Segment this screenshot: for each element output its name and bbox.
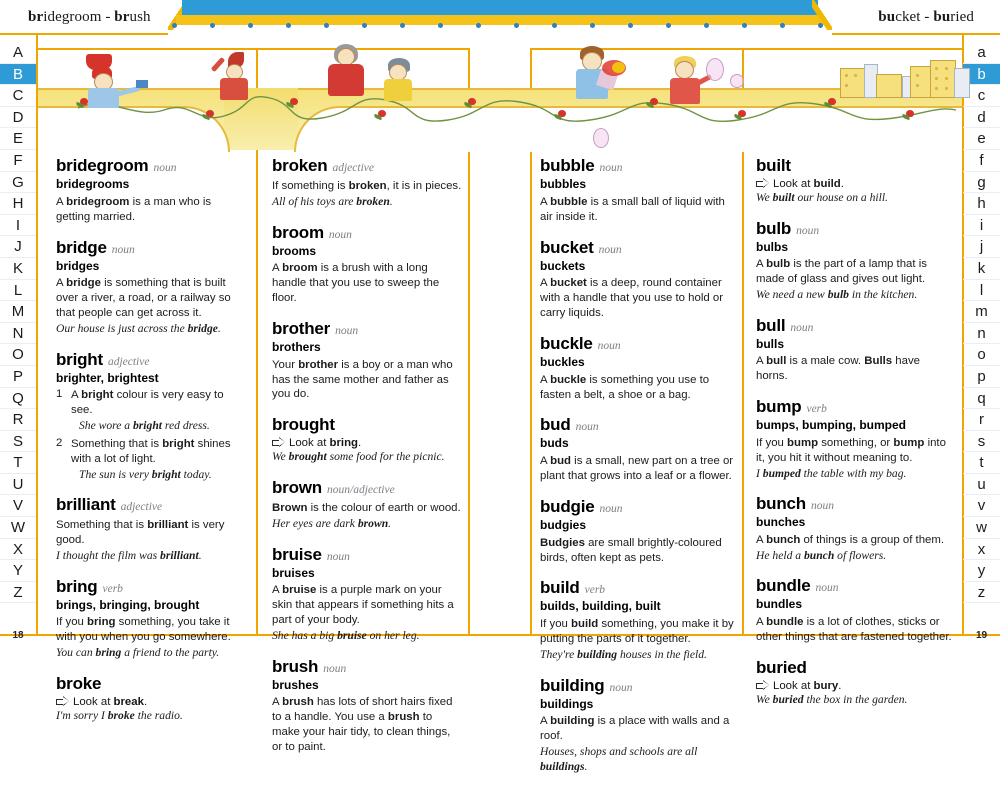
alphabet-tab-y-right[interactable]: y xyxy=(963,560,1000,582)
part-of-speech: noun xyxy=(335,324,359,337)
example-sentence: We brought some food for the picnic. xyxy=(272,450,445,464)
inflected-forms: buckles xyxy=(540,354,585,369)
entry-headword: buried xyxy=(756,657,807,677)
definition-text: Something that is brilliant is very good. xyxy=(56,519,225,547)
entry-headword: bring xyxy=(56,576,98,596)
entry-headword-line xyxy=(56,674,248,694)
rose-flower xyxy=(906,110,915,119)
dictionary-entry xyxy=(756,219,952,303)
alphabet-tab-c-left[interactable]: C xyxy=(0,85,36,107)
entry-headword-line xyxy=(56,495,248,515)
inflected-forms: buckets xyxy=(540,258,586,273)
part-of-speech: noun/adjective xyxy=(327,484,395,496)
definition-text: A buckle is something you use to fasten a belt, a shoe or a bag. xyxy=(540,373,710,401)
cross-reference-text: Look at break. xyxy=(73,695,148,708)
dictionary-entry xyxy=(540,676,734,775)
dictionary-entry xyxy=(56,156,248,225)
alphabet-tab-a-left[interactable]: A xyxy=(0,42,36,64)
example-sentence: Houses, shops and schools are all buildings. xyxy=(540,745,698,773)
inflected-forms: buildings xyxy=(540,696,594,711)
definition-text: If something is broken, it is in pieces. xyxy=(272,180,462,192)
example-sentence: I'm sorry I broke the radio. xyxy=(56,708,183,722)
entry-headword-line xyxy=(272,223,462,243)
definition-text: Budgies are small brightly-coloured birds, often kept as pets. xyxy=(540,536,722,564)
entry-headword: brought xyxy=(272,415,335,435)
banner-dot-row xyxy=(172,23,830,33)
entry-headword: bull xyxy=(756,315,786,335)
dictionary-column-1 xyxy=(56,156,248,736)
dictionary-entry xyxy=(272,223,462,306)
figure-child-painting xyxy=(74,56,144,102)
dictionary-entry xyxy=(272,545,462,644)
part-of-speech: verb xyxy=(584,584,606,597)
entry-headword-line xyxy=(756,397,952,417)
definition-text: A bulb is the part of a lamp that is made of glass and gives out light. xyxy=(756,258,927,286)
example-sentence: I bumped the table with my bag. xyxy=(756,466,907,480)
alphabet-tab-p-right[interactable]: p xyxy=(963,366,1000,388)
inflected-forms: budgies xyxy=(540,517,587,532)
entry-headword-line xyxy=(756,156,952,176)
dictionary-entry xyxy=(756,658,952,708)
definition-text: A bright colour is very easy to see. xyxy=(71,389,224,417)
example-sentence: We buried the box in the garden. xyxy=(756,692,908,706)
banner-dot xyxy=(514,23,519,28)
entry-headword-line xyxy=(56,238,248,258)
example-sentence: The sun is very bright today. xyxy=(79,467,212,481)
arrow-right-icon xyxy=(756,179,769,187)
alphabet-tab-z-right[interactable]: z xyxy=(963,582,1000,604)
inflected-forms: buds xyxy=(540,436,569,451)
dictionary-column-3 xyxy=(540,156,734,787)
arrow-right-icon xyxy=(272,438,285,446)
entry-headword: brush xyxy=(272,656,319,676)
alphabet-tab-i-right[interactable]: i xyxy=(963,215,1000,237)
rose-flower xyxy=(206,110,215,119)
part-of-speech: noun xyxy=(609,681,633,694)
definition-text: A bull is a male cow. Bulls have horns. xyxy=(756,355,920,383)
alphabet-tab-r-right[interactable]: r xyxy=(963,409,1000,431)
definition-text: A bridge is something that is built over a river, a road, or a railway so that people can get across it. xyxy=(56,277,231,319)
example-sentence: All of his toys are broken. xyxy=(272,194,393,208)
entry-headword-line xyxy=(540,676,734,696)
example-sentence: Her eyes are dark brown. xyxy=(272,516,392,530)
sense-body xyxy=(71,437,248,482)
part-of-speech: noun xyxy=(811,500,834,513)
entry-headword: build xyxy=(540,578,580,598)
dictionary-entry xyxy=(756,397,952,481)
alphabet-tab-l-right[interactable]: l xyxy=(963,280,1000,302)
part-of-speech: verb xyxy=(102,582,123,595)
figure-waving-person xyxy=(206,54,256,98)
example-sentence: She has a big bruise on her leg. xyxy=(272,628,420,642)
dictionary-entry xyxy=(272,415,462,465)
alphabet-tab-m-right[interactable]: m xyxy=(963,301,1000,323)
entry-headword-line xyxy=(272,319,462,339)
dictionary-column-2 xyxy=(272,156,462,768)
entry-headword-line xyxy=(756,219,952,239)
example-sentence: They're building houses in the field. xyxy=(540,647,707,661)
cross-reference-text: Look at bury. xyxy=(773,679,842,692)
cross-reference[interactable] xyxy=(756,680,952,692)
entry-headword: broken xyxy=(272,156,328,175)
alphabet-tab-x-right[interactable]: x xyxy=(963,539,1000,561)
alphabet-tab-k-left[interactable]: K xyxy=(0,258,36,280)
frame-rule-top-right xyxy=(832,33,1000,35)
dictionary-entry xyxy=(756,316,952,385)
alphabet-tab-e-left[interactable]: E xyxy=(0,128,36,150)
alphabet-tab-g-right[interactable]: g xyxy=(963,172,1000,194)
alphabet-tab-b-right[interactable]: b xyxy=(963,64,1000,86)
alphabet-tab-m-left[interactable]: M xyxy=(0,301,36,323)
rose-flower xyxy=(738,110,747,119)
inflected-forms: brooms xyxy=(272,243,317,258)
alphabet-tab-h-right[interactable]: h xyxy=(963,193,1000,215)
figure-boy-with-flowers xyxy=(572,48,644,102)
sense-body xyxy=(71,388,248,433)
entry-headword: bubble xyxy=(540,156,595,175)
dictionary-entry xyxy=(272,657,462,755)
alphabet-tab-o-right[interactable]: o xyxy=(963,344,1000,366)
part-of-speech: noun xyxy=(328,228,352,241)
entry-headword-line xyxy=(756,658,952,678)
inflected-forms: builds, building, built xyxy=(540,599,661,614)
alphabet-tab-e-right[interactable]: e xyxy=(963,128,1000,150)
entry-headword: brilliant xyxy=(56,495,116,515)
alphabet-tab-g-left[interactable]: G xyxy=(0,172,36,194)
buildings-group xyxy=(840,58,970,100)
alphabet-tab-o-left[interactable]: O xyxy=(0,344,36,366)
banner-dot xyxy=(552,23,557,28)
example-sentence: We need a new bulb in the kitchen. xyxy=(756,288,918,302)
entry-headword: bump xyxy=(756,397,802,417)
alphabet-tab-s-right[interactable]: s xyxy=(963,431,1000,453)
entry-headword: broke xyxy=(56,673,102,693)
entry-headword: bucket xyxy=(540,237,594,257)
definition-text: A bucket is a deep, round container with a handle that you use to hold or carry liquids. xyxy=(540,277,724,319)
alphabet-tab-j-left[interactable]: J xyxy=(0,236,36,258)
part-of-speech: noun xyxy=(599,162,623,174)
entry-headword-line xyxy=(540,238,734,258)
cross-reference-text: Look at bring. xyxy=(289,437,362,450)
part-of-speech: noun xyxy=(111,243,135,256)
banner-dot xyxy=(172,23,177,28)
definition-text: Something that is bright shines with a lot of light. xyxy=(71,437,231,465)
entry-headword: building xyxy=(540,675,605,695)
inflected-forms: bridges xyxy=(56,258,100,273)
entry-headword-line xyxy=(56,156,248,176)
bubble-on-bridge xyxy=(593,128,609,148)
entry-headword-line xyxy=(756,576,952,596)
definition-text: A bud is a small, new part on a tree or plant that grows into a leaf or a flower. xyxy=(540,455,734,482)
alphabet-index-right[interactable] xyxy=(963,42,1000,602)
entry-headword: bundle xyxy=(756,576,811,596)
alphabet-tab-q-left[interactable]: Q xyxy=(0,388,36,410)
part-of-speech: noun xyxy=(153,162,177,174)
alphabet-tab-n-left[interactable]: N xyxy=(0,323,36,345)
alphabet-tab-a-right[interactable]: a xyxy=(963,42,1000,64)
cross-reference[interactable] xyxy=(272,437,462,449)
entry-headword-line xyxy=(540,415,734,435)
entry-headword: bruise xyxy=(272,544,322,564)
entry-headword: buckle xyxy=(540,333,593,353)
sense-number: 2 xyxy=(56,436,63,449)
banner-dot xyxy=(362,23,367,28)
entry-headword: bunch xyxy=(756,494,806,514)
dictionary-entry xyxy=(540,334,734,403)
dictionary-entry xyxy=(756,156,952,206)
part-of-speech: verb xyxy=(806,403,827,416)
dictionary-entry xyxy=(56,577,248,661)
dictionary-entry xyxy=(56,238,248,337)
entry-headword: bridge xyxy=(56,237,107,257)
example-sentence: She wore a bright red dress. xyxy=(79,419,210,433)
entry-headword-line xyxy=(540,578,734,598)
part-of-speech: noun xyxy=(326,550,350,563)
rose-flower xyxy=(468,98,477,107)
entry-headword-line xyxy=(56,350,248,370)
banner-dot xyxy=(780,23,785,28)
vine-path xyxy=(38,90,962,136)
definition-text: A broom is a brush with a long handle that you use to sweep the floor. xyxy=(272,262,440,305)
banner-dot xyxy=(704,23,709,28)
example-sentence: You can bring a friend to the party. xyxy=(56,646,220,660)
alphabet-tab-v-right[interactable]: v xyxy=(963,495,1000,517)
dictionary-entry xyxy=(540,497,734,566)
definition-text: A bubble is a small ball of liquid with air inside it. xyxy=(540,195,725,223)
dictionary-entry xyxy=(272,319,462,402)
sense-block xyxy=(56,388,248,433)
arrow-right-icon xyxy=(56,697,69,705)
entry-headword-line xyxy=(756,316,952,336)
entry-headword-line xyxy=(540,156,734,176)
banner-dot xyxy=(818,23,823,28)
alphabet-tab-w-left[interactable]: W xyxy=(0,517,36,539)
inflected-forms: brushes xyxy=(272,677,319,692)
entry-headword-line xyxy=(272,545,462,565)
figure-blowing-bubbles xyxy=(666,58,736,104)
inflected-forms: bulbs xyxy=(756,239,788,254)
entry-headword: built xyxy=(756,156,791,175)
entry-headword-line xyxy=(272,415,462,435)
definition-text: A bundle is a lot of clothes, sticks or other things that are fastened together. xyxy=(756,616,952,643)
entry-headword: bright xyxy=(56,349,103,369)
alphabet-tab-v-left[interactable]: V xyxy=(0,495,36,517)
alphabet-tab-w-right[interactable]: w xyxy=(963,517,1000,539)
dictionary-column-4 xyxy=(756,156,952,721)
definition-text: A bridegroom is a man who is getting married. xyxy=(56,195,212,223)
entry-headword: bulb xyxy=(756,218,792,238)
alphabet-tab-p-left[interactable]: P xyxy=(0,366,36,388)
alphabet-tab-b-left[interactable]: B xyxy=(0,64,36,86)
part-of-speech: noun xyxy=(599,502,623,515)
cross-reference-text: Look at build. xyxy=(773,178,844,190)
definition-text: If you bring something, you take it with you when you go somewhere. xyxy=(56,616,231,644)
inflected-forms: brighter, brightest xyxy=(56,370,159,385)
banner-dot xyxy=(666,23,671,28)
definition-text: A bruise is a purple mark on your skin that appears if something hits a part of your body. xyxy=(272,584,454,627)
vine-with-roses xyxy=(38,90,962,136)
dictionary-entry xyxy=(756,494,952,563)
alphabet-tab-k-right[interactable]: k xyxy=(963,258,1000,280)
dictionary-entry xyxy=(56,674,248,724)
alphabet-index-left[interactable] xyxy=(0,42,36,602)
entry-headword: budgie xyxy=(540,496,595,516)
dictionary-entry xyxy=(756,576,952,645)
inflected-forms: brothers xyxy=(272,339,321,354)
alphabet-tab-i-left[interactable]: I xyxy=(0,215,36,237)
alphabet-tab-d-right[interactable]: d xyxy=(963,107,1000,129)
alphabet-tab-f-left[interactable]: F xyxy=(0,150,36,172)
entry-headword-line xyxy=(540,334,734,354)
entry-headword: brown xyxy=(272,478,322,497)
inflected-forms: bunches xyxy=(756,515,806,530)
entry-headword-line xyxy=(272,657,462,677)
banner-dot xyxy=(742,23,747,28)
inflected-forms: bulls xyxy=(756,336,785,351)
alphabet-tab-t-right[interactable]: t xyxy=(963,452,1000,474)
entry-headword: broom xyxy=(272,222,324,242)
dictionary-entry xyxy=(56,350,248,483)
part-of-speech: noun xyxy=(796,224,820,237)
example-sentence: I thought the film was brilliant. xyxy=(56,548,202,562)
part-of-speech: noun xyxy=(598,243,622,256)
alphabet-tab-t-left[interactable]: T xyxy=(0,452,36,474)
entry-headword: brother xyxy=(272,318,331,338)
figure-woman-red-dress xyxy=(320,46,376,98)
inflected-forms: bridegrooms xyxy=(56,177,130,191)
inflected-forms: bruises xyxy=(272,565,315,580)
part-of-speech: noun xyxy=(597,339,621,352)
example-sentence: Our house is just across the bridge. xyxy=(56,321,221,335)
definition-text: If you bump something, or bump into it, you hit it without meaning to. xyxy=(756,436,946,464)
entry-headword-line xyxy=(540,497,734,517)
cross-reference[interactable] xyxy=(756,178,952,190)
part-of-speech: noun xyxy=(323,662,347,675)
rose-flower xyxy=(558,110,567,119)
dictionary-entry xyxy=(272,156,462,210)
entry-headword-line xyxy=(272,156,462,176)
alphabet-tab-h-left[interactable]: H xyxy=(0,193,36,215)
header-illustration xyxy=(38,50,962,150)
banner-blue-stripe xyxy=(182,0,818,16)
running-head-left: bridegroom - brush xyxy=(28,9,151,25)
definition-text: A brush has lots of short hairs fixed to a handle. You use a brush to make your hair tidy, to clean things, or to paint. xyxy=(272,696,453,753)
running-head-right: bucket - buried xyxy=(878,9,974,25)
part-of-speech: adjective xyxy=(107,355,150,368)
dictionary-entry xyxy=(56,495,248,563)
alphabet-tab-j-right[interactable]: j xyxy=(963,236,1000,258)
example-sentence: He held a bunch of flowers. xyxy=(756,548,887,562)
part-of-speech: adjective xyxy=(332,162,374,174)
definition-text: A bunch of things is a group of them. xyxy=(756,533,945,546)
entry-headword: bud xyxy=(540,415,571,435)
arrow-right-icon xyxy=(756,681,769,689)
rose-flower xyxy=(828,98,837,107)
figure-child-yellow xyxy=(376,58,422,100)
sense-number: 1 xyxy=(56,388,63,401)
alphabet-tab-q-right[interactable]: q xyxy=(963,388,1000,410)
entry-headword-line xyxy=(56,577,248,597)
banner-dot xyxy=(248,23,253,28)
banner-dot xyxy=(438,23,443,28)
rose-flower xyxy=(290,98,299,107)
part-of-speech: adjective xyxy=(120,501,163,514)
dictionary-entry xyxy=(540,238,734,321)
entry-headword-line xyxy=(272,478,462,498)
page-number-left: 18 xyxy=(12,630,24,641)
frame-rule-top-left xyxy=(0,33,168,35)
alphabet-tab-n-right[interactable]: n xyxy=(963,323,1000,345)
banner-dot xyxy=(590,23,595,28)
banner-dot xyxy=(476,23,481,28)
example-sentence: We built our house on a hill. xyxy=(756,191,888,204)
dictionary-entry xyxy=(540,578,734,662)
definition-text: Your brother is a boy or a man who has the same mother and father as you do. xyxy=(272,358,453,401)
cross-reference[interactable] xyxy=(56,696,248,708)
entry-headword-line xyxy=(756,494,952,514)
inflected-forms: bubbles xyxy=(540,177,587,191)
definition-text: If you build something, you make it by putting the parts of it together. xyxy=(540,618,734,645)
rose-flower xyxy=(378,110,387,119)
alphabet-tab-r-left[interactable]: R xyxy=(0,409,36,431)
alphabet-tab-l-left[interactable]: L xyxy=(0,280,36,302)
dictionary-entry xyxy=(540,156,734,225)
alphabet-tab-x-left[interactable]: X xyxy=(0,539,36,561)
alphabet-tab-u-right[interactable]: u xyxy=(963,474,1000,496)
banner-dot xyxy=(286,23,291,28)
part-of-speech: noun xyxy=(790,321,814,334)
definition-text: A building is a place with walls and a roof. xyxy=(540,715,730,743)
banner-dot xyxy=(210,23,215,28)
part-of-speech: noun xyxy=(575,421,599,434)
banner-dot xyxy=(400,23,405,28)
page-number-right: 19 xyxy=(975,630,988,641)
inflected-forms: bumps, bumping, bumped xyxy=(756,418,906,433)
alphabet-tab-c-right[interactable]: c xyxy=(963,85,1000,107)
alphabet-tab-z-left[interactable]: Z xyxy=(0,582,36,604)
entry-headword: bridegroom xyxy=(56,156,149,175)
inflected-forms: bundles xyxy=(756,597,803,612)
part-of-speech: noun xyxy=(815,582,839,595)
alphabet-tab-y-left[interactable]: Y xyxy=(0,560,36,582)
dictionary-entry xyxy=(540,415,734,484)
banner-dot xyxy=(324,23,329,28)
definition-text: Brown is the colour of earth or wood. xyxy=(272,502,461,514)
sense-block xyxy=(56,437,248,482)
inflected-forms: brings, bringing, brought xyxy=(56,597,200,612)
alphabet-tab-u-left[interactable]: U xyxy=(0,474,36,496)
alphabet-tab-s-left[interactable]: S xyxy=(0,431,36,453)
alphabet-tab-f-right[interactable]: f xyxy=(963,150,1000,172)
dictionary-entry xyxy=(272,478,462,532)
alphabet-tab-d-left[interactable]: D xyxy=(0,107,36,129)
banner-dot xyxy=(628,23,633,28)
rose-flower xyxy=(650,98,659,107)
